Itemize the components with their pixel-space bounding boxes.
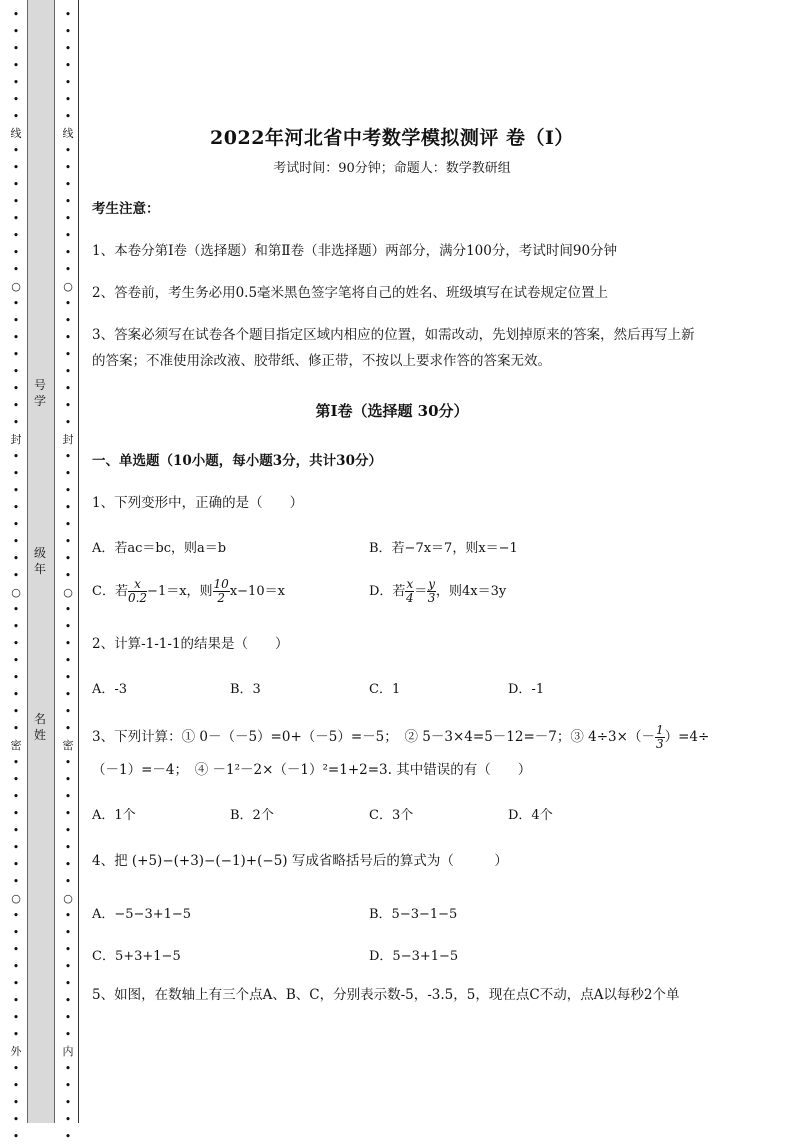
margin-dot: • (12, 348, 20, 361)
margin-dot: • (64, 229, 72, 242)
margin-dot: • (64, 807, 72, 820)
q1-option-d: D．若 $\frac{x}{4}$ ＝ $\frac{y}{3}$ ，则4x＝3y (369, 577, 507, 605)
q4-option-a: A．−5−3+1−5 (92, 907, 192, 922)
margin-dot: • (64, 42, 72, 55)
margin-dot: • (64, 1130, 72, 1143)
margin-dot: • (64, 382, 72, 395)
q2-option-b: B．3 (230, 682, 261, 697)
margin-dot: • (12, 1062, 20, 1075)
margin-circle: ○ (11, 892, 21, 905)
margin-dot: • (12, 297, 20, 310)
margin-dot: • (12, 824, 20, 837)
q3-stem-line1: 3、下列计算：① 0－（－5）=0+（－5）=－5； ② 5－3×4=5－12=－7；③ 4÷3×（－ $\frac{1}{3}$ ）=4÷ (92, 723, 710, 751)
margin-dot: • (12, 841, 20, 854)
margin-dot: • (64, 603, 72, 616)
q2-stem: 2、计算-1-1-1的结果是（ ） (92, 636, 289, 652)
margin-dot: • (12, 161, 20, 174)
margin-dot: • (64, 841, 72, 854)
margin-dot: • (64, 365, 72, 378)
margin-dot: • (12, 858, 20, 871)
notice-item-2: 2、答卷前，考生务必用0.5毫米黑色签字笔将自己的姓名、班级填写在试卷规定位置上 (92, 285, 609, 301)
margin-dot: • (12, 8, 20, 21)
margin-dot: • (12, 195, 20, 208)
q5-stem: 5、如图，在数轴上有三个点A、B、C，分别表示数-5，-3.5，5，现在点C不动，点A以每秒2个单 (92, 987, 680, 1003)
margin-dot: • (12, 603, 20, 616)
margin-dot: • (64, 773, 72, 786)
margin-dot: • (12, 76, 20, 89)
margin-dot: • (64, 1096, 72, 1109)
margin-char: 外 (10, 1045, 22, 1058)
margin-dot: • (64, 263, 72, 276)
exam-info: 考试时间：90分钟；命题人：数学教研组 (273, 161, 511, 176)
margin-dot: • (12, 569, 20, 582)
margin-dot: • (12, 977, 20, 990)
margin-dot: • (64, 518, 72, 531)
q2-option-a: A．-3 (92, 682, 128, 697)
margin-circle: ○ (63, 892, 73, 905)
margin-dot: • (12, 688, 20, 701)
margin-dot: • (12, 501, 20, 514)
margin-dot: • (64, 705, 72, 718)
margin-dot: • (64, 569, 72, 582)
margin-dot: • (12, 246, 20, 259)
margin-dot: • (64, 790, 72, 803)
margin-char: 封 (62, 433, 74, 446)
margin-dot: • (12, 671, 20, 684)
margin-dot: • (64, 416, 72, 429)
margin-char: 封 (10, 433, 22, 446)
margin-dot: • (64, 450, 72, 463)
margin-dot: • (64, 59, 72, 72)
margin-char: 线 (10, 127, 22, 140)
q1-option-c: C．若 $\frac{x}{0.2}$ −1＝x，则 $\frac{10}{2}$ x−10＝x (92, 577, 285, 605)
margin-dot: • (64, 994, 72, 1007)
q3-option-c: C．3个 (369, 808, 414, 823)
margin-dot: • (12, 637, 20, 650)
margin-dot: • (64, 246, 72, 259)
margin-dot: • (64, 76, 72, 89)
margin-circle: ○ (11, 586, 21, 599)
margin-dot: • (64, 348, 72, 361)
margin-dot: • (12, 1096, 20, 1109)
margin-dot: • (12, 926, 20, 939)
margin-dot: • (64, 756, 72, 769)
notice-item-3b: 的答案；不准使用涂改液、胶带纸、修正带，不按以上要求作答的答案无效。 (92, 353, 551, 369)
margin-dot: • (64, 688, 72, 701)
margin-dot: • (12, 1079, 20, 1092)
margin-dot: • (64, 314, 72, 327)
margin-dot: • (12, 654, 20, 667)
margin-dot: • (64, 8, 72, 21)
margin-dot: • (64, 858, 72, 871)
margin-dot: • (12, 705, 20, 718)
margin-dot: • (64, 654, 72, 667)
margin-dot: • (64, 212, 72, 225)
margin-dot: • (12, 399, 20, 412)
margin-circle: ○ (63, 280, 73, 293)
q4-option-d: D．5−3+1−5 (369, 949, 459, 964)
margin-dot: • (64, 926, 72, 939)
margin-dot: • (64, 331, 72, 344)
margin-dot: • (12, 1011, 20, 1024)
margin-dot: • (64, 1079, 72, 1092)
margin-dot: • (64, 25, 72, 38)
margin-dot: • (64, 1011, 72, 1024)
q2-option-c: C．1 (369, 682, 401, 697)
q3-option-d: D．4个 (508, 808, 553, 823)
margin-dot: • (64, 1028, 72, 1041)
grade-label: 级 年 (33, 546, 46, 576)
outer-dotted-line (9, 6, 23, 1143)
margin-dot: • (12, 263, 20, 276)
margin-dot: • (12, 42, 20, 55)
margin-dot: • (64, 467, 72, 480)
margin-dot: • (64, 1113, 72, 1126)
margin-dot: • (12, 365, 20, 378)
margin-dot: • (12, 1113, 20, 1126)
margin-dot: • (12, 756, 20, 769)
notice-heading: 考生注意： (92, 201, 160, 217)
q3-stem-line2: （－1）=－4； ④ －1²－2×（－1）²=1+2=3. 其中错误的有（ ） (92, 762, 532, 778)
margin-char: 线 (62, 127, 74, 140)
margin-dot: • (12, 1130, 20, 1143)
section-title: 第Ⅰ卷（选择题 30分） (315, 402, 469, 420)
margin-dot: • (64, 722, 72, 735)
margin-dot: • (12, 535, 20, 548)
margin-dot: • (12, 450, 20, 463)
q1-option-a: A．若ac＝bc，则a＝b (92, 541, 227, 556)
margin-char: 密 (62, 739, 74, 752)
q3-option-b: B．2个 (230, 808, 274, 823)
margin-dot: • (12, 178, 20, 191)
margin-dot: • (12, 518, 20, 531)
margin-dot: • (12, 229, 20, 242)
margin-dot: • (12, 943, 20, 956)
margin-dot: • (64, 535, 72, 548)
q2-option-d: D．-1 (508, 682, 545, 697)
margin-dot: • (64, 484, 72, 497)
margin-dot: • (64, 195, 72, 208)
margin-circle: ○ (63, 586, 73, 599)
margin-dot: • (64, 501, 72, 514)
student-id-label: 号 学 (33, 378, 46, 408)
margin-dot: • (12, 960, 20, 973)
margin-rule (78, 0, 79, 1123)
margin-dot: • (64, 943, 72, 956)
margin-dot: • (64, 875, 72, 888)
margin-dot: • (12, 875, 20, 888)
margin-dot: • (12, 1028, 20, 1041)
margin-dot: • (12, 416, 20, 429)
margin-dot: • (64, 161, 72, 174)
margin-dot: • (12, 110, 20, 123)
margin-dot: • (64, 960, 72, 973)
margin-dot: • (12, 314, 20, 327)
margin-dot: • (12, 722, 20, 735)
margin-dot: • (64, 93, 72, 106)
margin-dot: • (64, 178, 72, 191)
q1-stem: 1、下列变形中，正确的是（ ） (92, 495, 304, 511)
notice-item-3a: 3、答案必须写在试卷各个题目指定区域内相应的位置，如需改动，先划掉原来的答案，然后再写上新 (92, 327, 695, 343)
margin-dot: • (64, 399, 72, 412)
margin-dot: • (64, 671, 72, 684)
margin-dot: • (64, 110, 72, 123)
margin-dot: • (12, 620, 20, 633)
margin-dot: • (12, 212, 20, 225)
margin-circle: ○ (11, 280, 21, 293)
q4-option-b: B．5−3−1−5 (369, 907, 458, 922)
margin-char: 密 (10, 739, 22, 752)
margin-dot: • (12, 144, 20, 157)
margin-dot: • (12, 331, 20, 344)
q1-option-b: B．若−7x＝7，则x＝−1 (369, 541, 518, 556)
name-label: 名 姓 (33, 712, 46, 742)
margin-dot: • (12, 994, 20, 1007)
margin-dot: • (12, 93, 20, 106)
margin-dot: • (12, 552, 20, 565)
notice-item-1: 1、本卷分第Ⅰ卷（选择题）和第Ⅱ卷（非选择题）两部分，满分100分，考试时间90分钟 (92, 243, 618, 259)
margin-dot: • (64, 144, 72, 157)
margin-dot: • (64, 297, 72, 310)
margin-dot: • (12, 790, 20, 803)
margin-dot: • (12, 59, 20, 72)
margin-dot: • (64, 637, 72, 650)
q4-stem: 4、把 (+5)−(+3)−(−1)+(−5) 写成省略括号后的算式为（ ） (92, 853, 508, 869)
margin-dot: • (12, 25, 20, 38)
inner-dotted-line (61, 6, 75, 1143)
margin-dot: • (12, 773, 20, 786)
margin-dot: • (12, 909, 20, 922)
margin-dot: • (64, 552, 72, 565)
margin-dot: • (64, 1062, 72, 1075)
margin-char: 内 (62, 1045, 74, 1058)
margin-dot: • (12, 467, 20, 480)
margin-dot: • (64, 909, 72, 922)
margin-dot: • (12, 807, 20, 820)
page-title: 2022年河北省中考数学模拟测评 卷（Ⅰ） (210, 127, 574, 149)
margin-dot: • (12, 484, 20, 497)
margin-dot: • (64, 620, 72, 633)
margin-dot: • (64, 977, 72, 990)
q4-option-c: C．5+3+1−5 (92, 949, 181, 964)
margin-dot: • (64, 824, 72, 837)
q3-option-a: A．1个 (92, 808, 136, 823)
part-heading: 一、单选题（10小题，每小题3分，共计30分） (92, 453, 382, 469)
margin-dot: • (12, 382, 20, 395)
